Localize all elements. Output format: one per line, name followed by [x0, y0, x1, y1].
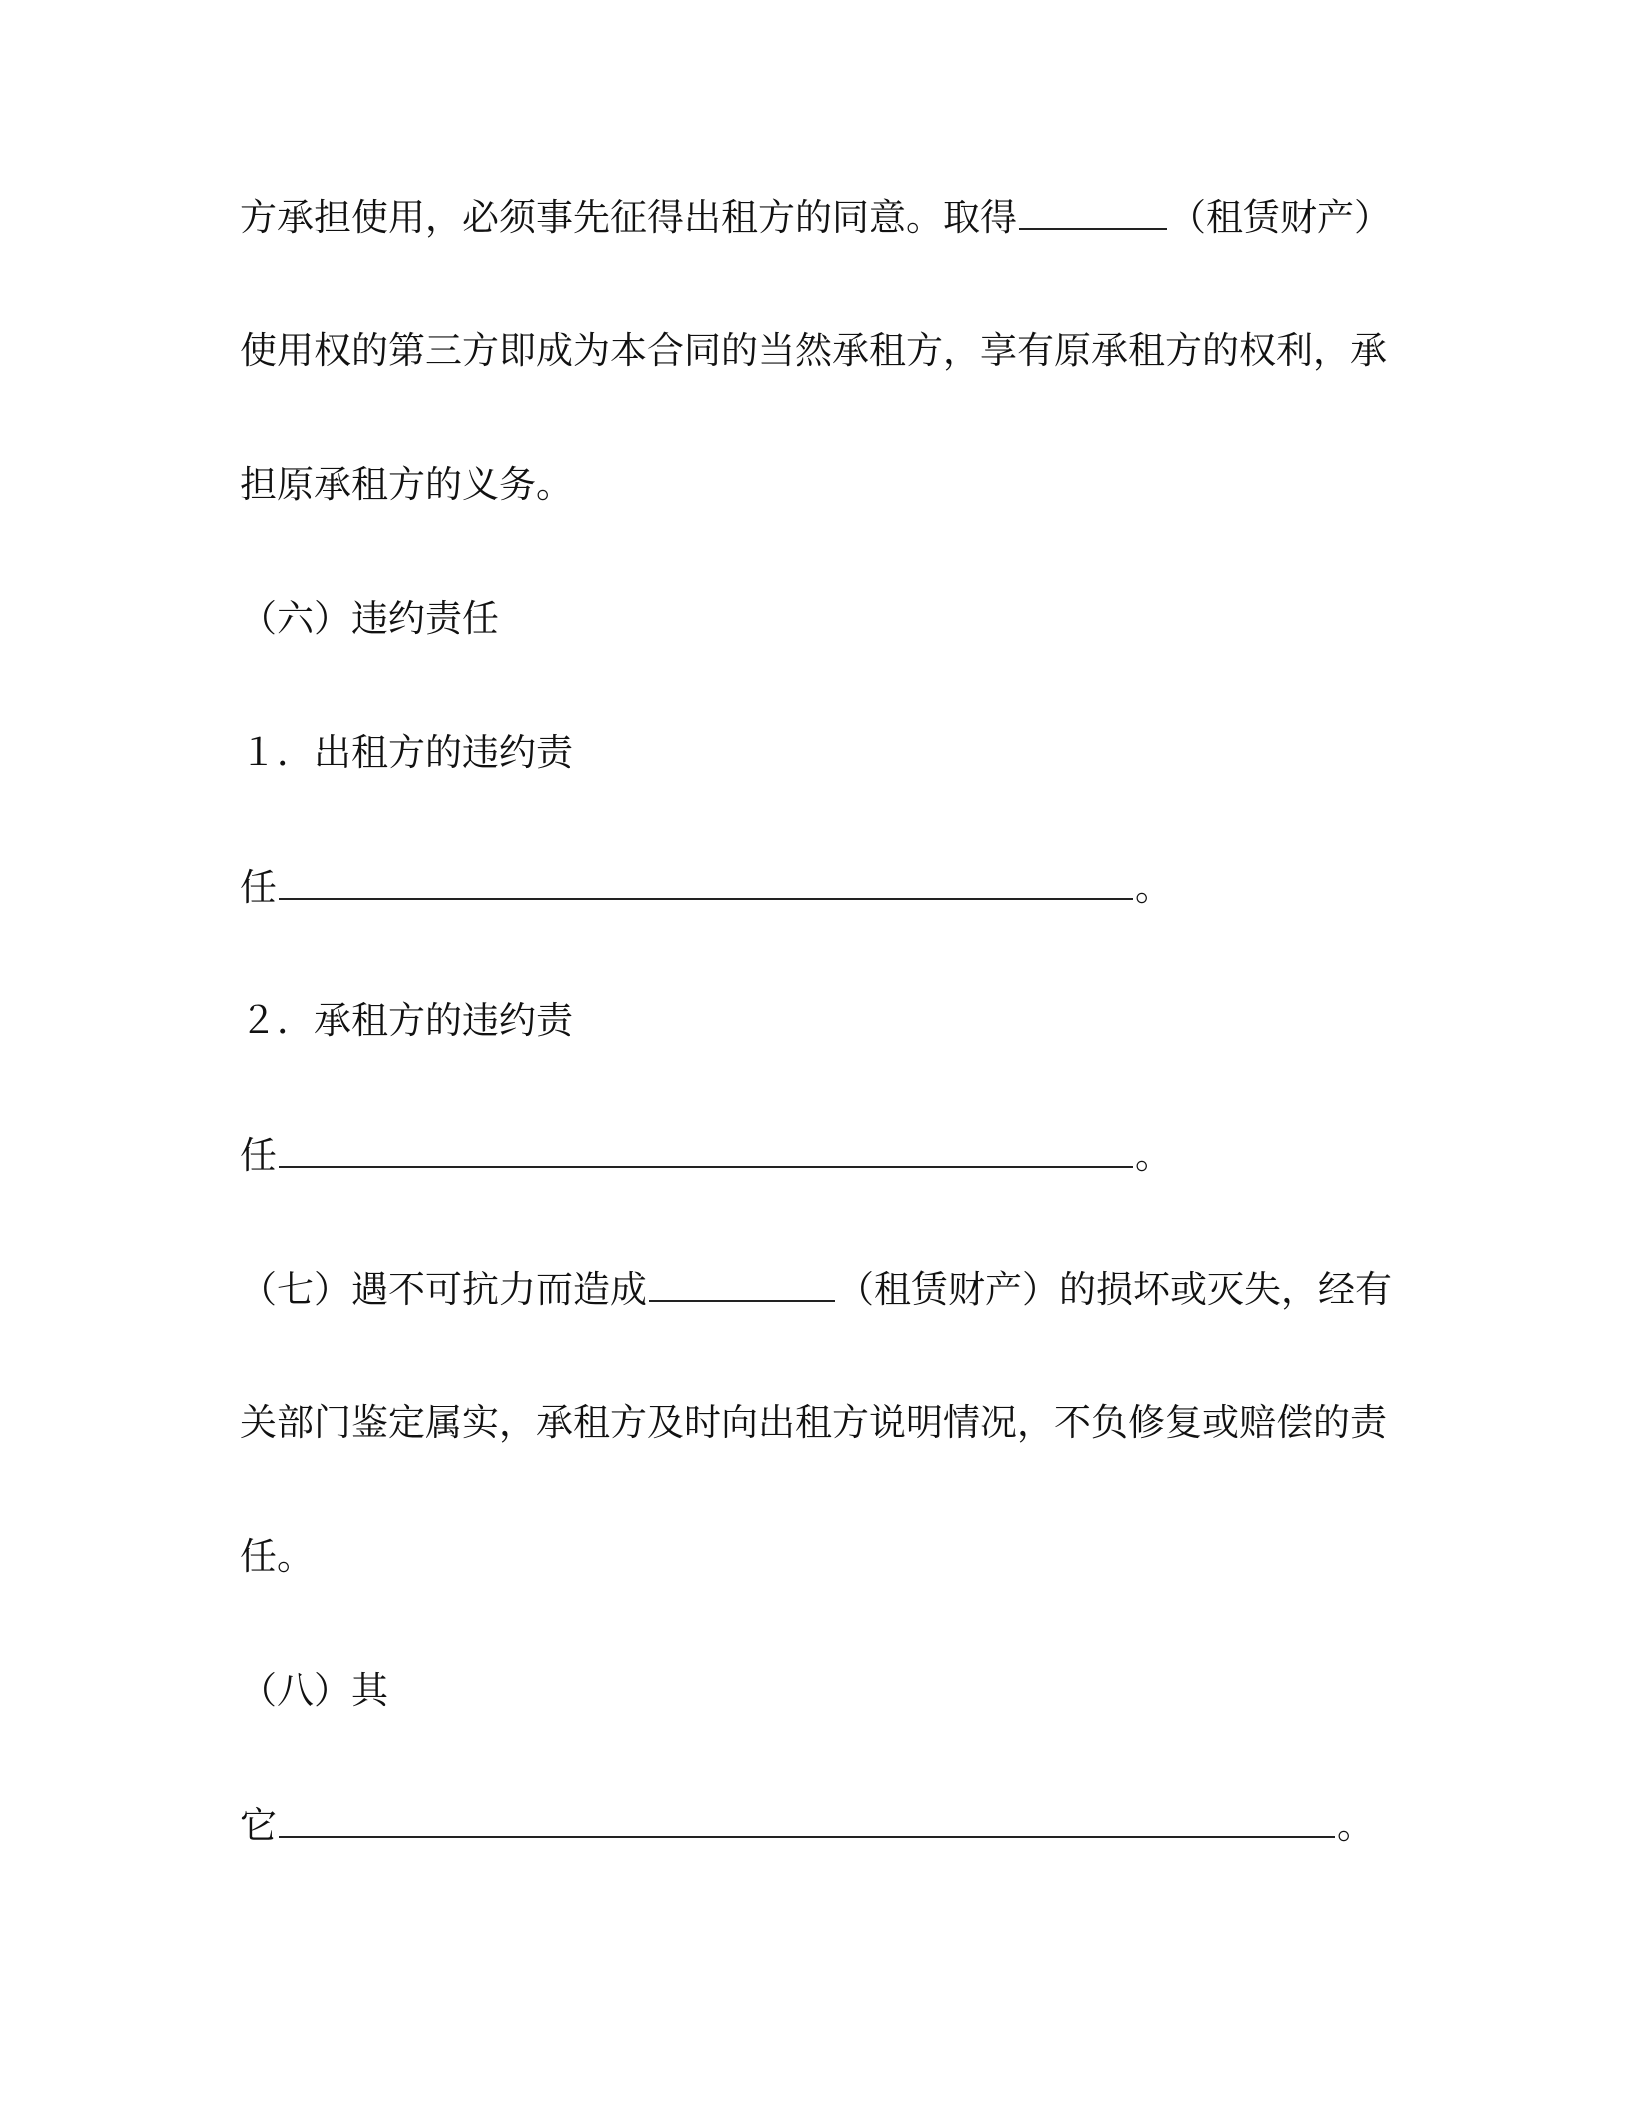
item-2-blank-line	[240, 1130, 1172, 1181]
section-title: （八）其	[240, 1669, 388, 1712]
item-text: ２．承租方的违约责	[240, 999, 573, 1042]
text-segment: 它	[240, 1804, 277, 1847]
item-2-heading	[240, 996, 573, 1046]
paragraph-line-1	[240, 192, 1391, 243]
section-7-line-1	[240, 1264, 1392, 1315]
paragraph-line-2	[240, 326, 1387, 376]
section-7-line-3	[240, 1532, 314, 1582]
text-segment: 方承担使用，必须事先征得出租方的同意。取得	[240, 196, 1017, 239]
section-title: （六）违约责任	[240, 597, 499, 640]
paragraph-line-3	[240, 460, 573, 510]
fill-in-blank-lessor-liability	[279, 862, 1133, 900]
fill-in-blank-leased-property	[1019, 192, 1167, 230]
fill-in-blank-lessee-liability	[279, 1130, 1133, 1168]
text-segment: （租赁财产）的损坏或灭失，经有	[837, 1268, 1392, 1311]
fill-in-blank-leased-property	[649, 1264, 835, 1302]
text-segment: 使用权的第三方即成为本合同的当然承租方，享有原承租方的权利，承	[240, 329, 1387, 372]
text-segment: （七）遇不可抗力而造成	[240, 1268, 647, 1311]
text-segment: 任	[240, 1134, 277, 1177]
section-8-blank-line	[240, 1800, 1374, 1851]
item-text: １．出租方的违约责	[240, 731, 573, 774]
fill-in-blank-other-terms	[279, 1800, 1335, 1838]
section-heading-6	[240, 594, 499, 644]
text-segment: 任。	[240, 1535, 314, 1578]
item-1-heading	[240, 728, 573, 778]
text-segment: 。	[1337, 1804, 1374, 1847]
text-segment: （租赁财产）	[1169, 196, 1391, 239]
text-segment: 。	[1135, 1134, 1172, 1177]
section-7-line-2	[240, 1398, 1387, 1448]
text-segment: 关部门鉴定属实，承租方及时向出租方说明情况，不负修复或赔偿的责	[240, 1401, 1387, 1444]
text-segment: 担原承租方的义务。	[240, 463, 573, 506]
item-1-blank-line	[240, 862, 1172, 913]
section-heading-8	[240, 1666, 388, 1716]
text-segment: 。	[1135, 866, 1172, 909]
text-segment: 任	[240, 866, 277, 909]
